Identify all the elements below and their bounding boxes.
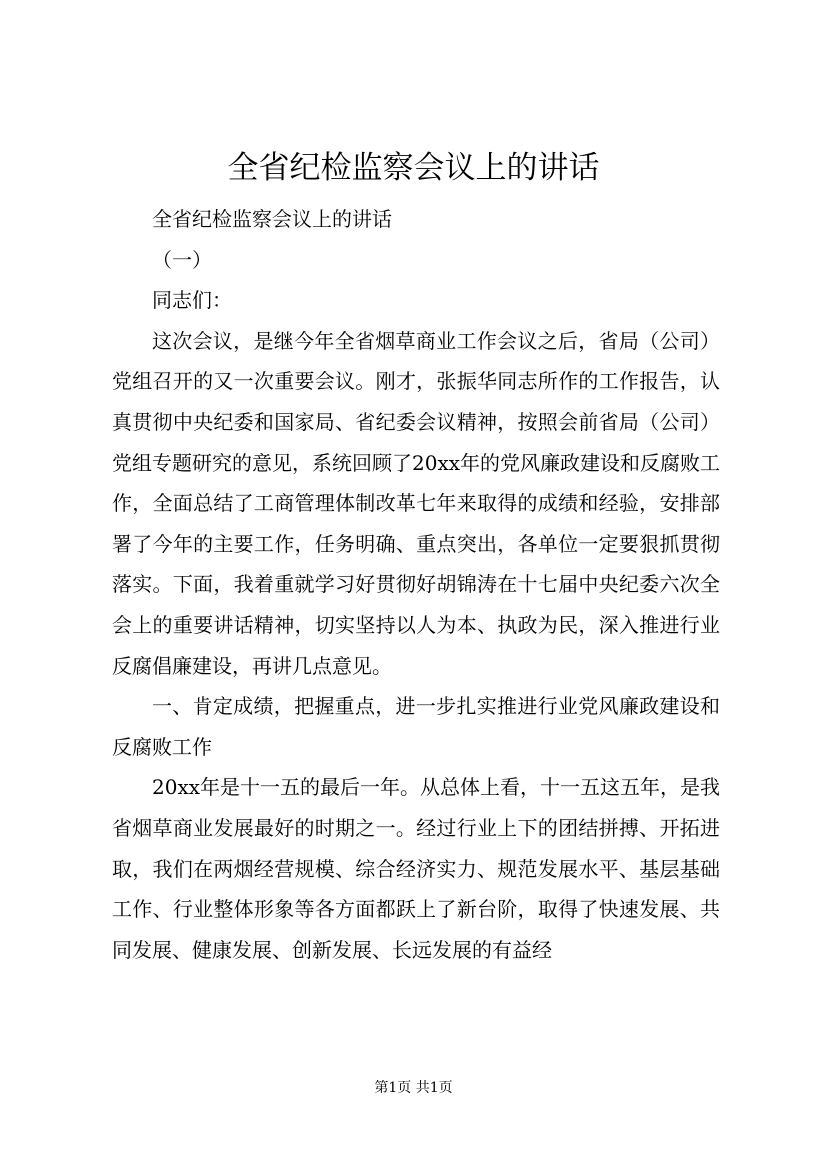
section-heading-paragraph: 一、肯定成绩，把握重点，进一步扎实推进行业党风廉政建设和反腐败工作 xyxy=(112,694,720,759)
document-body xyxy=(112,199,720,970)
subtitle-paragraph: 全省纪检监察会议上的讲话 xyxy=(152,207,392,231)
section-number-paragraph: （一） xyxy=(152,247,212,272)
body-paragraph: 这次会议，是继今年全省烟草商业工作会议之后，省局（公司）党组召开的又一次重要会议。刚才，张振华同志所作的工作报告，认真贯彻中央纪委和国家局、省纪委会议精神，按照会前省局（公司）党组专题研究的意见，系统回顾了20xx年的党风廉政建设和反腐败工作，全面总结了工商管理体制改革七年来取得的成绩和经验，安排部署了今年的主要工作，任务明确、重点突出，各单位一定要狠抓贯彻落实。下面，我着重就学习好贯彻好胡锦涛在十七届中央纪委六次全会上的重要讲话精神，切实坚持以人为本、执政为民，深入推进行业反腐倡廉建设，再讲几点意见。 xyxy=(112,328,721,678)
body-paragraph: 20xx年是十一五的最后一年。从总体上看，十一五这五年，是我省烟草商业发展最好的时期之一。经过行业上下的团结拼搏、开拓进取，我们在两烟经营规模、综合经济实力、规范发展水平、基层基础工作、行业整体形象等各方面都跃上了新台阶，取得了快速发展、共同发展、健康发展、创新发展、长远发展的有益经 xyxy=(112,775,721,962)
salutation-paragraph: 同志们： xyxy=(152,288,232,313)
page-footer: 第1页 共1页 xyxy=(374,1080,453,1096)
document-title: 全省纪检监察会议上的讲话 xyxy=(227,150,600,186)
